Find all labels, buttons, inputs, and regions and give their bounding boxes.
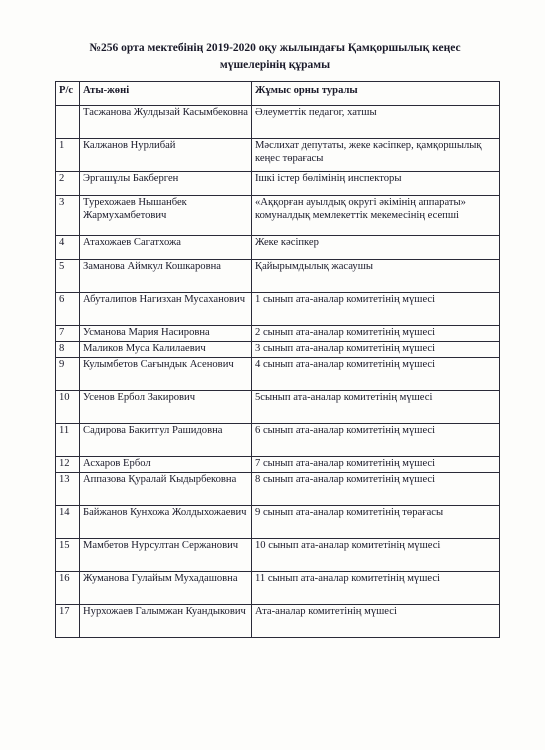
member-workplace: «Аққорған ауылдық округі әкімінің аппараты» комуналдық мемлекеттік мекемесінің есепші xyxy=(252,196,500,236)
member-name: Байжанов Кунхожа Жолдыхожаевич xyxy=(80,506,252,539)
row-number: 15 xyxy=(56,539,80,572)
member-name: Заманова Аймкул Кошкаровна xyxy=(80,260,252,293)
table-header-row xyxy=(56,82,500,106)
member-name: Асхаров Ербол xyxy=(80,457,252,473)
row-number: 4 xyxy=(56,236,80,260)
table-row xyxy=(56,293,500,326)
member-workplace: Әлеуметтік педагог, хатшы xyxy=(252,106,500,139)
member-workplace: 4 сынып ата-аналар комитетінің мүшесі xyxy=(252,358,500,391)
member-name: Садирова Бакитгул Рашидовна xyxy=(80,424,252,457)
row-number: 17 xyxy=(56,605,80,638)
member-name: Атахожаев Сагатхожа xyxy=(80,236,252,260)
header-workplace: Жұмыс орны туралы xyxy=(252,82,500,106)
table-row xyxy=(56,457,500,473)
member-name: Аппазова Қуралай Кыдырбековна xyxy=(80,473,252,506)
table-row xyxy=(56,172,500,196)
member-name: Эргашұлы Бакберген xyxy=(80,172,252,196)
row-number: 9 xyxy=(56,358,80,391)
member-workplace: Ата-аналар комитетінің мүшесі xyxy=(252,605,500,638)
table-row xyxy=(56,342,500,358)
table-row xyxy=(56,326,500,342)
table-row xyxy=(56,236,500,260)
table-row xyxy=(56,506,500,539)
member-name: Нурхожаев Галымжан Куандыкович xyxy=(80,605,252,638)
table-row xyxy=(56,605,500,638)
row-number: 16 xyxy=(56,572,80,605)
member-workplace: Жеке кәсіпкер xyxy=(252,236,500,260)
member-workplace: 7 сынып ата-аналар комитетінің мүшесі xyxy=(252,457,500,473)
member-name: Усманова Мария Насировна xyxy=(80,326,252,342)
table-row xyxy=(56,260,500,293)
row-number: 8 xyxy=(56,342,80,358)
table-row xyxy=(56,139,500,172)
row-number xyxy=(56,106,80,139)
member-name: Усенов Ербол Закирович xyxy=(80,391,252,424)
member-name: Маликов Муса Калилаевич xyxy=(80,342,252,358)
member-workplace: 9 сынып ата-аналар комитетінің төрағасы xyxy=(252,506,500,539)
row-number: 6 xyxy=(56,293,80,326)
row-number: 1 xyxy=(56,139,80,172)
header-number: Р/с xyxy=(56,82,80,106)
table-row xyxy=(56,473,500,506)
title-line-2: мүшелерінің құрамы xyxy=(219,59,331,71)
title-line-1: №256 орта мектебінің 2019-2020 оқу жылындағы Қамқоршылық кеңес xyxy=(89,42,461,54)
table-row xyxy=(56,106,500,139)
table-row xyxy=(56,358,500,391)
table-row xyxy=(56,539,500,572)
member-name: Калжанов Нурлибай xyxy=(80,139,252,172)
table-row xyxy=(56,391,500,424)
member-workplace: 1 сынып ата-аналар комитетінің мүшесі xyxy=(252,293,500,326)
member-name: Тасжанова Жулдызай Касымбековна xyxy=(80,106,252,139)
header-name: Аты-жөні xyxy=(80,82,252,106)
member-workplace: 6 сынып ата-аналар комитетінің мүшесі xyxy=(252,424,500,457)
member-workplace: 8 сынып ата-аналар комитетінің мүшесі xyxy=(252,473,500,506)
member-workplace: 11 сынып ата-аналар комитетінің мүшесі xyxy=(252,572,500,605)
row-number: 10 xyxy=(56,391,80,424)
table-row xyxy=(56,196,500,236)
member-name: Кулымбетов Сағындык Асенович xyxy=(80,358,252,391)
member-name: Турехожаев Нышанбек Жармухамбетович xyxy=(80,196,252,236)
row-number: 7 xyxy=(56,326,80,342)
row-number: 14 xyxy=(56,506,80,539)
council-members-table xyxy=(55,81,500,638)
table-body xyxy=(56,106,500,638)
member-workplace: 2 сынып ата-аналар комитетінің мүшесі xyxy=(252,326,500,342)
row-number: 12 xyxy=(56,457,80,473)
row-number: 11 xyxy=(56,424,80,457)
member-workplace: 3 сынып ата-аналар комитетінің мүшесі xyxy=(252,342,500,358)
member-name: Жуманова Гулайым Мухадашовна xyxy=(80,572,252,605)
row-number: 5 xyxy=(56,260,80,293)
member-workplace: 5сынып ата-аналар комитетінің мүшесі xyxy=(252,391,500,424)
member-workplace: Мәслихат депутаты, жеке кәсіпкер, қамқоршылық кеңес төрағасы xyxy=(252,139,500,172)
member-workplace: 10 сынып ата-аналар комитетінің мүшесі xyxy=(252,539,500,572)
table-row xyxy=(56,424,500,457)
member-name: Мамбетов Нурсултан Сержанович xyxy=(80,539,252,572)
member-workplace: Қайырымдылық жасаушы xyxy=(252,260,500,293)
row-number: 3 xyxy=(56,196,80,236)
member-name: Абуталипов Нагизхан Мусаханович xyxy=(80,293,252,326)
document-title xyxy=(40,40,510,74)
table-row xyxy=(56,572,500,605)
member-workplace: Ішкі істер бөлімінің инспекторы xyxy=(252,172,500,196)
row-number: 13 xyxy=(56,473,80,506)
row-number: 2 xyxy=(56,172,80,196)
